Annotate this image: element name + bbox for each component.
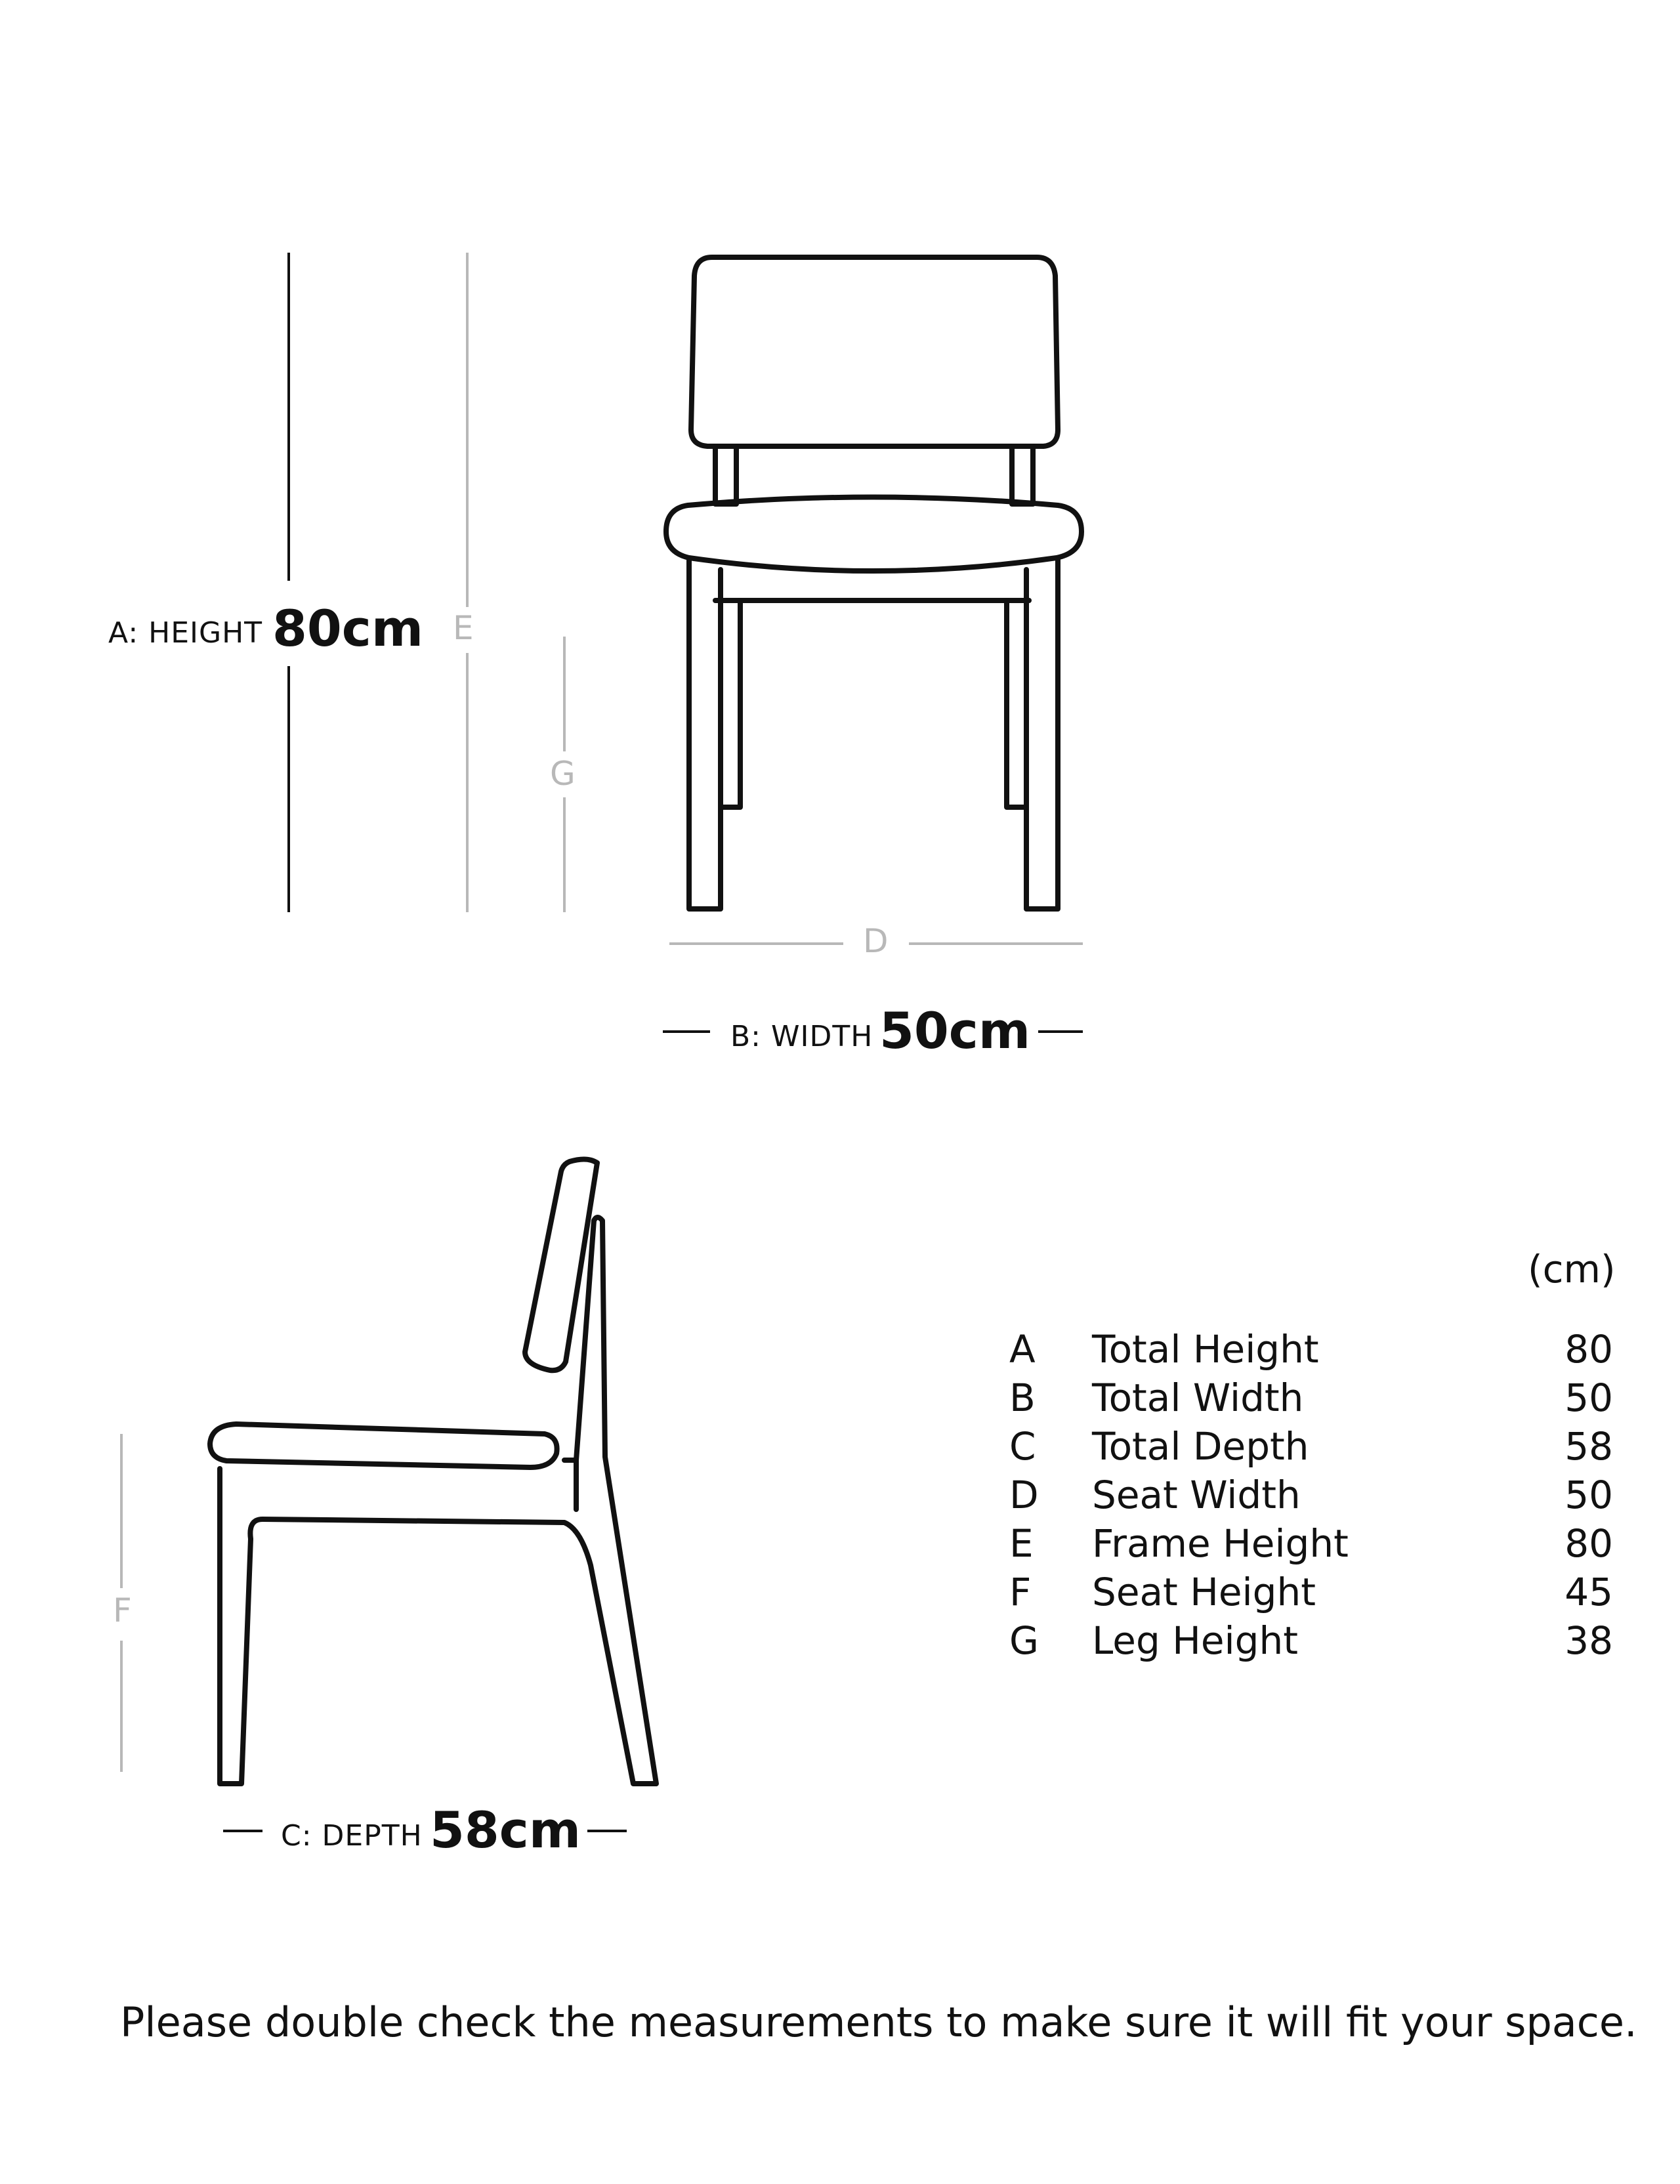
spec-label: Seat Height: [1092, 1570, 1316, 1614]
front-back-support-left: [715, 446, 736, 504]
side-frame-inner: [564, 1460, 576, 1509]
spec-code: D: [1009, 1473, 1039, 1517]
front-leg-right: [1026, 560, 1058, 909]
rear-leg-right: [1007, 600, 1026, 807]
width-caption: B: WIDTH: [730, 1020, 873, 1053]
front-seat-cushion: [666, 497, 1082, 572]
spec-row: [1009, 1374, 1613, 1422]
side-seat-cushion: [210, 1424, 557, 1467]
depth-dimension: [276, 1797, 584, 1862]
spec-row: [1009, 1471, 1613, 1519]
spec-value: 50: [1564, 1376, 1613, 1420]
spec-value: 80: [1564, 1327, 1613, 1372]
spec-label: Seat Width: [1092, 1473, 1301, 1517]
height-caption: A: HEIGHT: [108, 616, 263, 650]
rear-leg-left: [721, 600, 740, 807]
spec-code: B: [1009, 1376, 1036, 1420]
chair-side-view: [210, 1159, 656, 1784]
spec-row: [1009, 1616, 1613, 1665]
spec-label: Total Depth: [1092, 1424, 1309, 1469]
front-backrest: [691, 257, 1058, 446]
spec-code: A: [1009, 1327, 1036, 1372]
height-dimension: [108, 594, 423, 660]
spec-code: F: [1009, 1570, 1032, 1614]
front-back-support-right: [1012, 446, 1033, 504]
depth-value: 58cm: [430, 1801, 581, 1859]
spec-code: C: [1009, 1424, 1036, 1469]
spec-value: 45: [1564, 1570, 1613, 1614]
seat-height-marker: F: [113, 1591, 132, 1629]
fit-note: Please double check the measurements to make sure it will fit your space.: [120, 1998, 1637, 2046]
leg-height-marker: G: [550, 755, 576, 793]
depth-caption: C: DEPTH: [281, 1819, 423, 1853]
spec-value: 38: [1564, 1618, 1613, 1663]
spec-row: [1009, 1325, 1613, 1374]
spec-label: Leg Height: [1092, 1618, 1298, 1663]
spec-value: 58: [1564, 1424, 1613, 1469]
seat-width-marker: D: [863, 922, 889, 960]
spec-label: Frame Height: [1092, 1521, 1349, 1566]
front-leg-left: [689, 560, 721, 909]
spec-row: [1009, 1568, 1613, 1616]
spec-row: [1009, 1519, 1613, 1568]
side-rear-frame: [220, 1217, 656, 1784]
spec-value: 80: [1564, 1521, 1613, 1566]
width-dimension: [725, 998, 1034, 1063]
spec-label: Total Height: [1092, 1327, 1319, 1372]
frame-height-marker: E: [453, 609, 474, 647]
spec-code: G: [1009, 1618, 1039, 1663]
chair-front-view: [666, 257, 1082, 909]
spec-unit: (cm): [1528, 1247, 1616, 1292]
height-value: 80cm: [272, 599, 424, 658]
spec-label: Total Width: [1092, 1376, 1304, 1420]
spec-row: [1009, 1422, 1613, 1471]
width-value: 50cm: [879, 1001, 1031, 1060]
spec-code: E: [1009, 1521, 1034, 1566]
spec-value: 50: [1564, 1473, 1613, 1517]
